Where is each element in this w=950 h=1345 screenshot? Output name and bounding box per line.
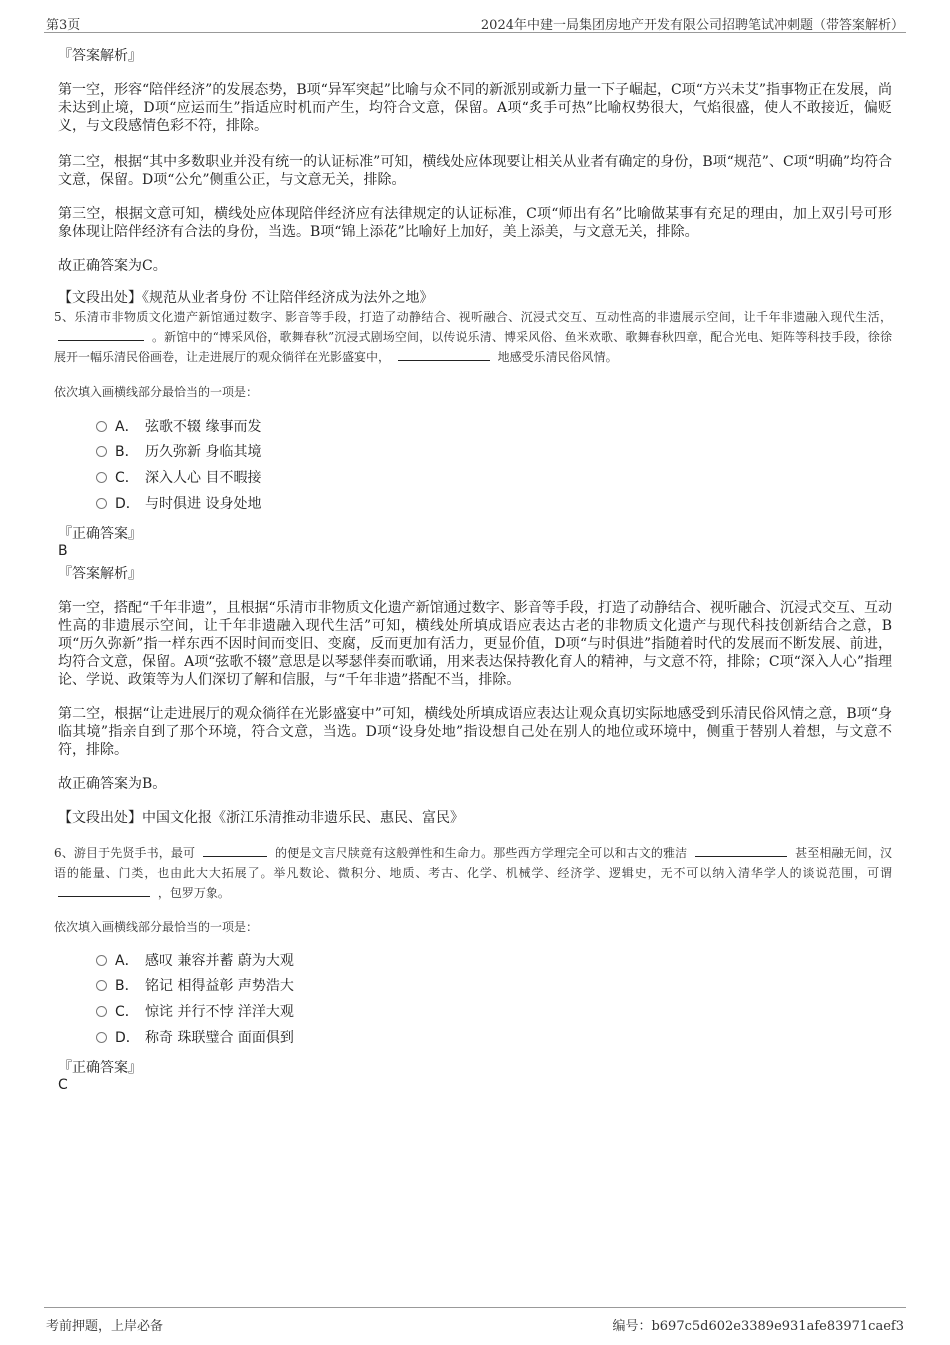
radio-button[interactable] xyxy=(96,472,107,483)
radio-button[interactable] xyxy=(96,1006,107,1017)
analysis-paragraph: 第三空，根据文意可知，横线处应体现陪伴经济应有法律规定的认证标准，C项“师出有名”比喻做某事有充足的理由，加上双引号可形象体现让陪伴经济有合法的身份，当选。B项“锦上添花”比喻好上加好，美上添美，与文意无关，排除。 xyxy=(58,206,892,240)
question-prompt: 依次填入画横线部分最恰当的一项是： xyxy=(54,920,259,934)
analysis-label: 『答案解析』 xyxy=(58,48,142,64)
correct-answer: C xyxy=(58,1077,68,1093)
option-d[interactable]: D． 与时俱进 设身处地 xyxy=(96,494,261,514)
page-footer xyxy=(44,1307,906,1334)
radio-button[interactable] xyxy=(96,421,107,432)
option-b[interactable]: B． 历久弥新 身临其境 xyxy=(96,442,261,462)
radio-button[interactable] xyxy=(96,1032,107,1043)
option-d[interactable]: D． 称奇 珠联璧合 面面俱到 xyxy=(96,1028,294,1048)
analysis-label: 『答案解析』 xyxy=(58,566,142,582)
question-prompt: 依次填入画横线部分最恰当的一项是： xyxy=(54,385,259,399)
correct-answer-label: 『正确答案』 xyxy=(58,526,142,542)
analysis-paragraph: 第一空，搭配“千年非遗”，且根据“乐清市非物质文化遗产新馆通过数字、影音等手段，打造了动静结合、视听融合、沉浸式交互、互动性高的非遗展示空间，让千年非遗融入现代生活”可知，横线处所填成语应表达古老的非物质文化遗产与现代科技创新结合之意，B项“历久弥新”指一样东西不因时间而变旧、变腐，反而更加有活力，更显价值，D项“与时俱进”指随着时代的发展而不断发展、前进，均符合文意，保留。A项“弦歌不辍”意思是以琴瑟伴奏而歌诵，用来表达保持教化育人的精神，与文意不符，排除；C项“深入人心”指理论、学说、政策等为人们深切了解和信服，与“千年非遗”搭配不当，排除。 xyxy=(58,600,892,688)
radio-button[interactable] xyxy=(96,980,107,991)
answer-conclusion: 故正确答案为C。 xyxy=(58,258,167,274)
page-number: 第3页 xyxy=(46,18,81,33)
analysis-paragraph: 第二空，根据“让走进展厅的观众徜徉在光影盛宴中”可知，横线处所填成语应表达让观众真切实际地感受到乐清民俗风情之意，B项“身临其境”指亲自到了那个环境，符合文意，当选。D项“设身处地”指设想自己处在别人的地位或环境中，侧重于替别人着想，与文意不符，排除。 xyxy=(58,706,892,758)
document-id: 编号：b697c5d602e3389e931afe83971caef3 xyxy=(612,1319,904,1334)
question-stem: 6、游目于先贤手书，最可 的便是文言尺牍竟有这般弹性和生命力。那些西方学理完全可以和古文的雅洁 甚至相融无间，汉语的能量、门类，也由此大大拓展了。举凡数论、微积分、地质、考古、化学、机械学、经济学、逻辑史，无不可以纳入清华学人的谈说范围，可谓 ，包罗万象。 xyxy=(54,846,893,900)
analysis-paragraph: 第一空，形容“陪伴经济”的发展态势，B项“异军突起”比喻与众不同的新派别或新力量一下子崛起，C项“方兴未艾”指事物正在发展，尚未达到止境，D项“应运而生”指适应时机而产生，均符合文意，保留。A项“炙手可热”比喻权势很大，气焰很盛，使人不敢接近，偏贬义，与文段感情色彩不符，排除。 xyxy=(58,82,892,134)
fill-blank xyxy=(58,884,150,897)
radio-button[interactable] xyxy=(96,446,107,457)
fill-blank xyxy=(203,844,267,857)
document-title: 2024年中建一局集团房地产开发有限公司招聘笔试冲刺题（带答案解析） xyxy=(480,18,904,33)
option-c[interactable]: C． 惊诧 并行不悖 洋洋大观 xyxy=(96,1002,294,1022)
option-c[interactable]: C． 深入人心 目不暇接 xyxy=(96,468,261,488)
fill-blank xyxy=(398,348,490,361)
source-citation: 【文段出处】《规范从业者身份 不让陪伴经济成为法外之地》 xyxy=(58,290,434,306)
fill-blank xyxy=(58,328,144,341)
radio-button[interactable] xyxy=(96,498,107,509)
footer-slogan: 考前押题，上岸必备 xyxy=(46,1319,164,1334)
option-a[interactable]: A． 弦歌不辍 缘事而发 xyxy=(96,417,261,437)
page-header xyxy=(44,12,906,33)
source-citation: 【文段出处】中国文化报《浙江乐清推动非遗乐民、惠民、富民》 xyxy=(58,810,464,826)
correct-answer: B xyxy=(58,543,68,559)
option-b[interactable]: B． 铭记 相得益彰 声势浩大 xyxy=(96,976,294,996)
analysis-paragraph: 第二空，根据“其中多数职业并没有统一的认证标准”可知，横线处应体现要让相关从业者有确定的身份，B项“规范”、C项“明确”均符合文意，保留。D项“公允”侧重公正，与文意无关，排除。 xyxy=(58,154,892,188)
fill-blank xyxy=(695,844,787,857)
option-a[interactable]: A． 感叹 兼容并蓄 蔚为大观 xyxy=(96,951,294,971)
radio-button[interactable] xyxy=(96,955,107,966)
question-stem: 5、乐清市非物质文化遗产新馆通过数字、影音等手段，打造了动静结合、视听融合、沉浸式交互、互动性高的非遗展示空间，让千年非遗融入现代生活， 。新馆中的“博采风俗，歌舞春秋”沉浸式剧场空间，以传说乐清、博采风俗、鱼米欢歌、歌舞春秋四章，配合光电、矩阵等科技手段，徐徐展开一幅乐清民俗画卷，让走进展厅的观众徜徉在光影盛宴中， 地感受乐清民俗风情。 xyxy=(54,310,892,364)
answer-conclusion: 故正确答案为B。 xyxy=(58,776,167,792)
correct-answer-label: 『正确答案』 xyxy=(58,1060,142,1076)
